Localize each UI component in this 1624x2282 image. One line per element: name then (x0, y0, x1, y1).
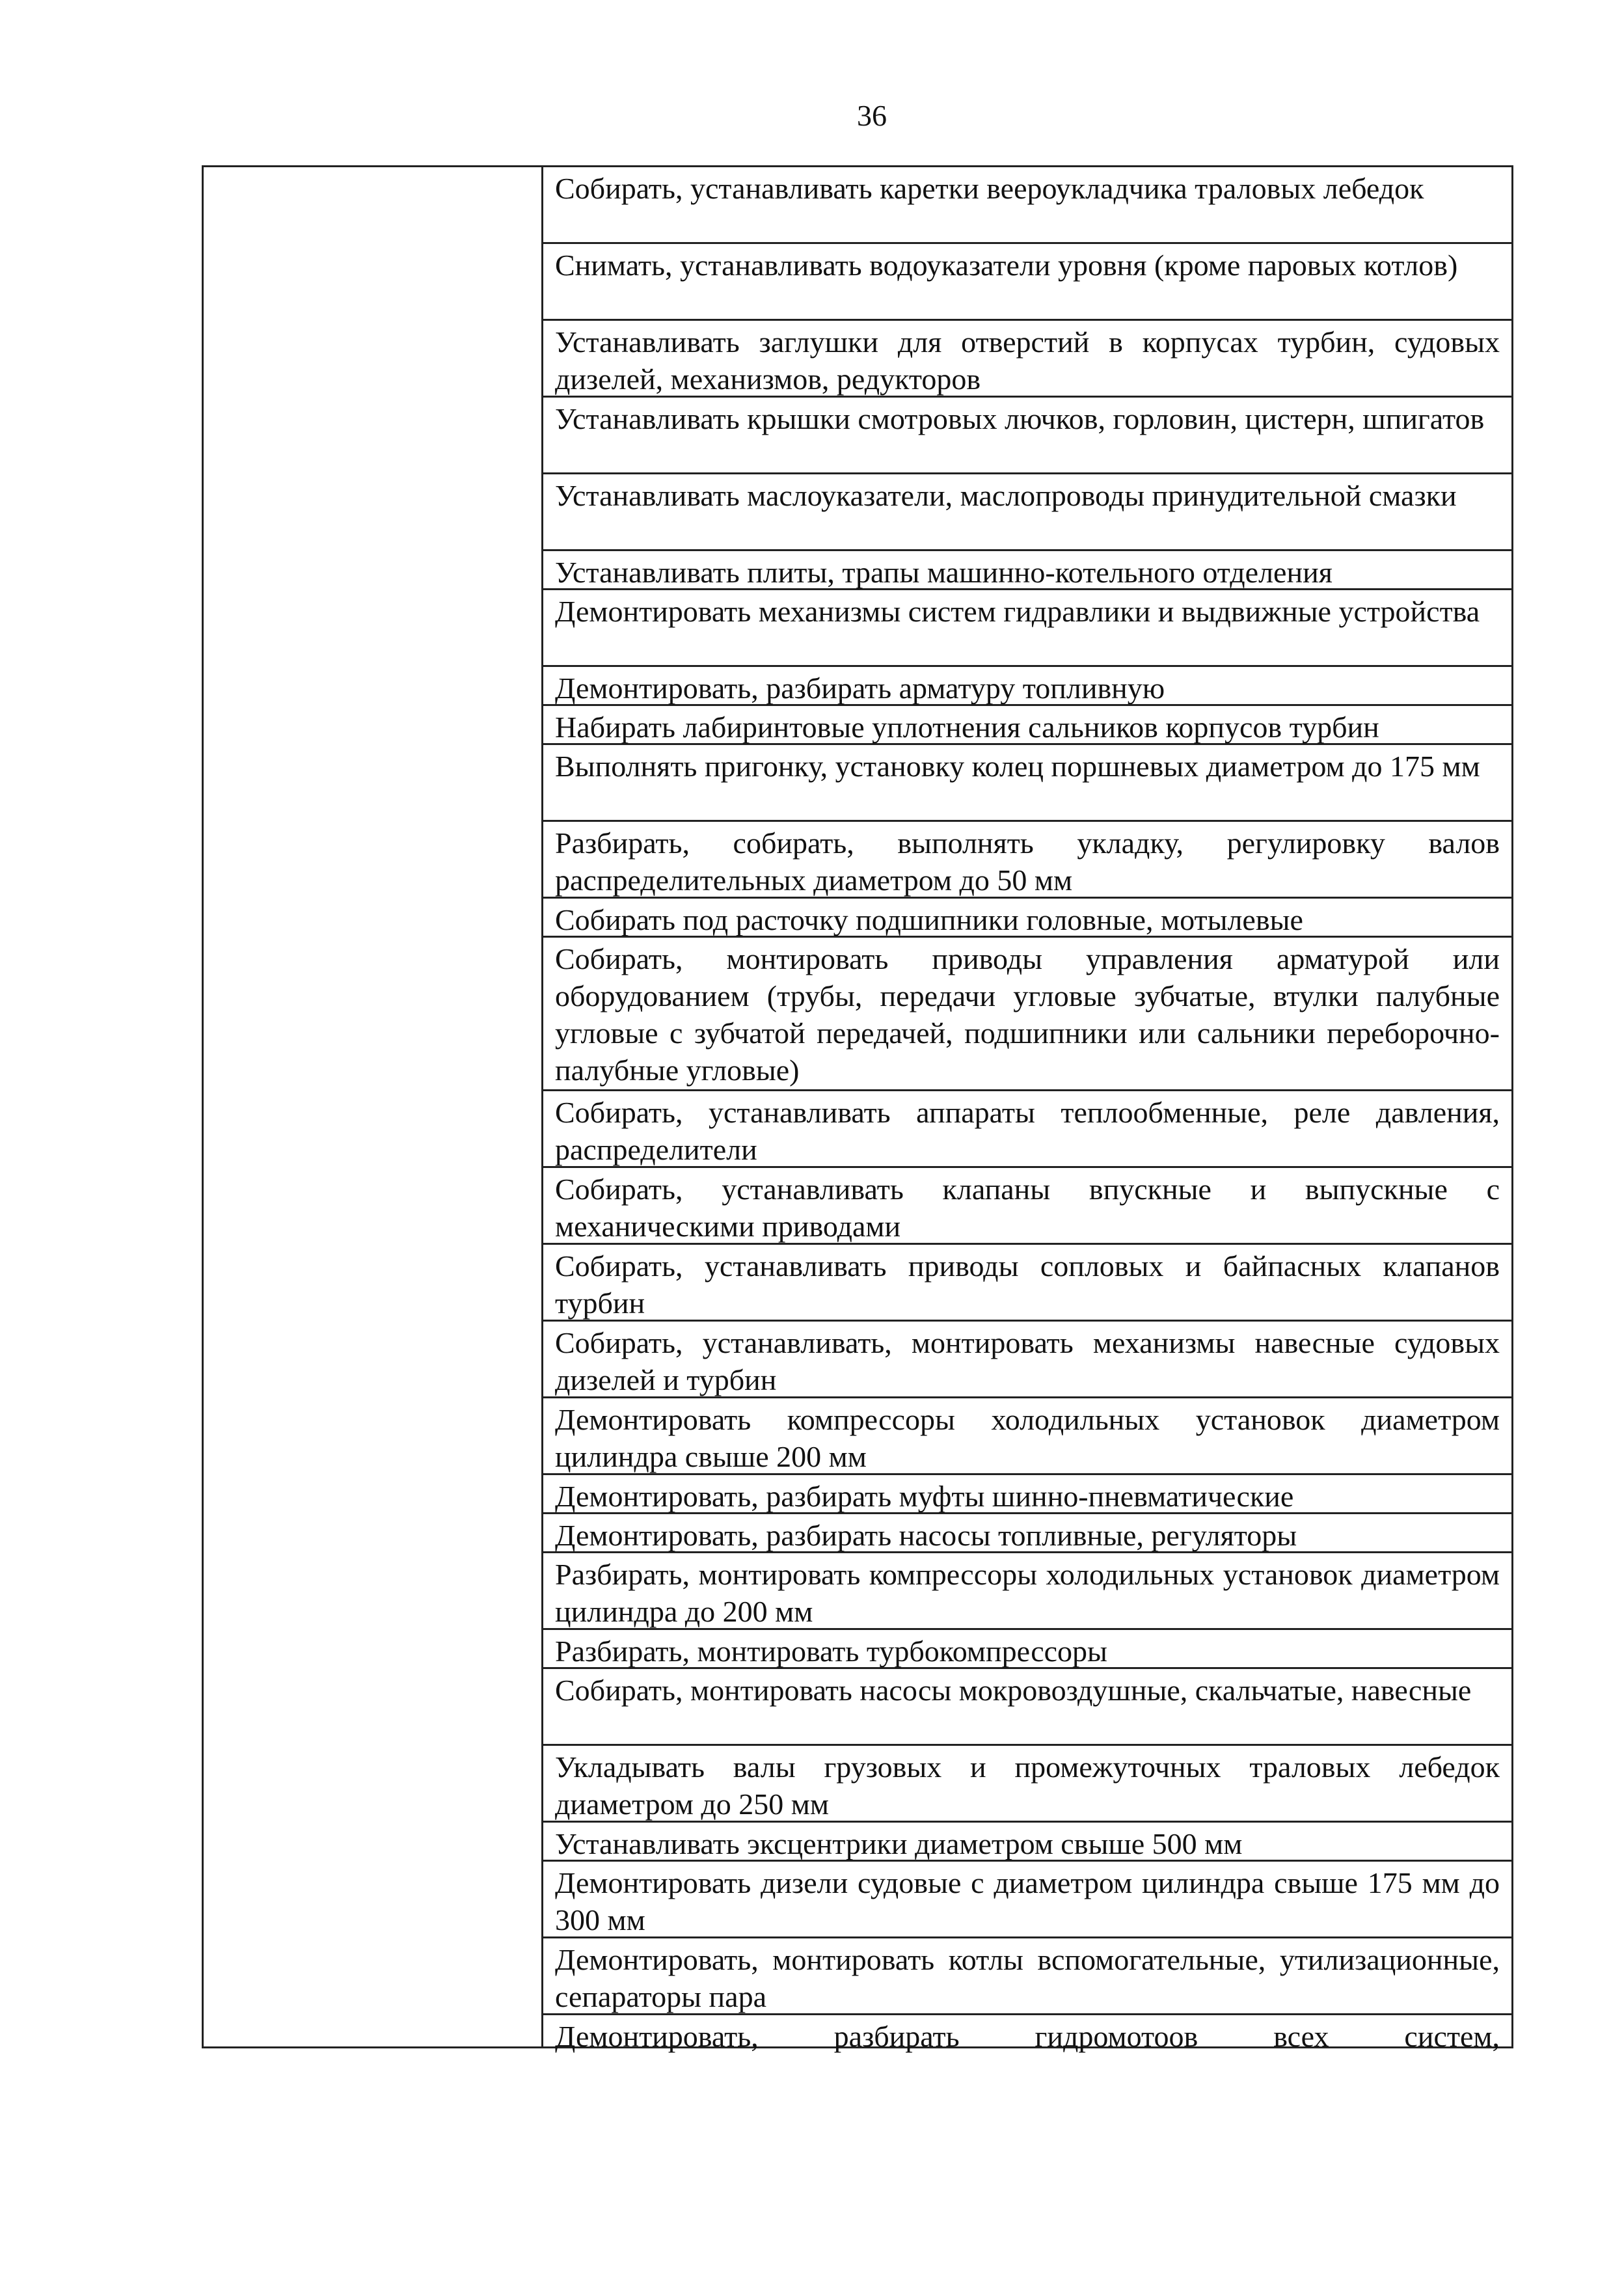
table-row (543, 474, 1511, 551)
table-row-text: Собирать, монтировать насосы мокровоздушные, скальчатые, навесные (555, 1674, 1472, 1707)
table-row-text: Демонтировать механизмы систем гидравлики и выдвижные устройства (555, 595, 1480, 628)
table-row-text: Разбирать, монтировать турбокомпрессоры (555, 1635, 1107, 1668)
table-row-text: Укладывать валы грузовых и промежуточных траловых лебедок диаметром до 250 мм (555, 1750, 1500, 1821)
table-row-text: Собирать под расточку подшипники головные, мотылевые (555, 903, 1303, 936)
table-row (543, 1475, 1511, 1514)
table-row-text: Демонтировать, разбирать насосы топливные, регуляторы (555, 1519, 1297, 1552)
table-row-text: Устанавливать маслоуказатели, маслопроводы принудительной смазки (555, 479, 1457, 512)
table-row-text: Собирать, устанавливать, монтировать механизмы навесные судовых дизелей и турбин (555, 1326, 1500, 1396)
table-row-text: Демонтировать дизели судовые с диаметром цилиндра свыше 175 мм до 300 мм (555, 1866, 1500, 1936)
table-row (543, 321, 1511, 398)
table-row-text: Демонтировать, разбирать арматуру топливную (555, 672, 1165, 705)
table-row-text: Собирать, устанавливать аппараты теплообменные, реле давления, распределители (555, 1096, 1500, 1166)
table-row-text: Собирать, монтировать приводы управления арматурой или оборудованием (трубы, передачи угловые зубчатые, втулки палубные угловые с зубчатой передачей, подшипники или сальники переборочно-палубные угловые) (555, 942, 1500, 1087)
table-row (543, 1553, 1511, 1630)
table-left-column (204, 167, 543, 2046)
page-number: 36 (857, 99, 887, 132)
table-row (543, 1245, 1511, 1322)
work-table (202, 165, 1513, 2053)
table-row-text: Устанавливать плиты, трапы машинно-котельного отделения (555, 556, 1333, 589)
table-row-text: Снимать, устанавливать водоуказатели уровня (кроме паровых котлов) (555, 249, 1458, 282)
table-row-text: Демонтировать, разбирать муфты шинно-пневматические (555, 1480, 1294, 1513)
table-row (543, 1514, 1511, 1553)
table-row (543, 1823, 1511, 1862)
table-row (543, 1091, 1511, 1168)
table-row-text: Устанавливать заглушки для отверстий в корпусах турбин, судовых дизелей, механизмов, редукторов (555, 325, 1500, 396)
table-row (543, 1669, 1511, 1746)
table-row (543, 1398, 1511, 1475)
table-row-text: Разбирать, монтировать компрессоры холодильных установок диаметром цилиндра до 200 мм (555, 1558, 1500, 1628)
table-row (543, 667, 1511, 706)
table-row-text: Собирать, устанавливать клапаны впускные и выпускные с механическими приводами (555, 1173, 1500, 1243)
table-row-text: Разбирать, собирать, выполнять укладку, регулировку валов распределительных диаметром до 50 мм (555, 826, 1500, 897)
table-row (543, 1630, 1511, 1669)
table-row (543, 706, 1511, 745)
table-row-text: Демонтировать, монтировать котлы вспомогательные, утилизационные, сепараторы пара (555, 1943, 1500, 2013)
table-row (543, 590, 1511, 667)
table-row (543, 1322, 1511, 1398)
table-row (543, 2015, 1511, 2053)
table-row (543, 1862, 1511, 1938)
table-row (543, 1168, 1511, 1245)
table-row (543, 899, 1511, 938)
table-row (543, 1746, 1511, 1823)
table-row (543, 938, 1511, 1091)
table-row-text: Демонтировать компрессоры холодильных установок диаметром цилиндра свыше 200 мм (555, 1403, 1500, 1473)
table-row-text: Выполнять пригонку, установку колец поршневых диаметром до 175 мм (555, 750, 1480, 783)
table-row (543, 398, 1511, 474)
table-row-text: Устанавливать эксцентрики диаметром свыше 500 мм (555, 1827, 1243, 1860)
table-row-text: Собирать, устанавливать каретки веероукладчика траловых лебедок (555, 172, 1424, 205)
table-row (543, 551, 1511, 590)
table-row-text: Собирать, устанавливать приводы сопловых и байпасных клапанов турбин (555, 1249, 1500, 1320)
table-row (543, 745, 1511, 822)
table-row (543, 167, 1511, 244)
table-right-column (543, 167, 1511, 2053)
table-row-text: Набирать лабиринтовые уплотнения сальников корпусов турбин (555, 711, 1379, 744)
table-row (543, 822, 1511, 899)
table-row (543, 1938, 1511, 2015)
table-row (543, 244, 1511, 321)
table-row-text: Устанавливать крышки смотровых лючков, горловин, цистерн, шпигатов (555, 402, 1485, 435)
table-row-text: Демонтировать, разбирать гидромотоов всех систем, (555, 2020, 1500, 2053)
